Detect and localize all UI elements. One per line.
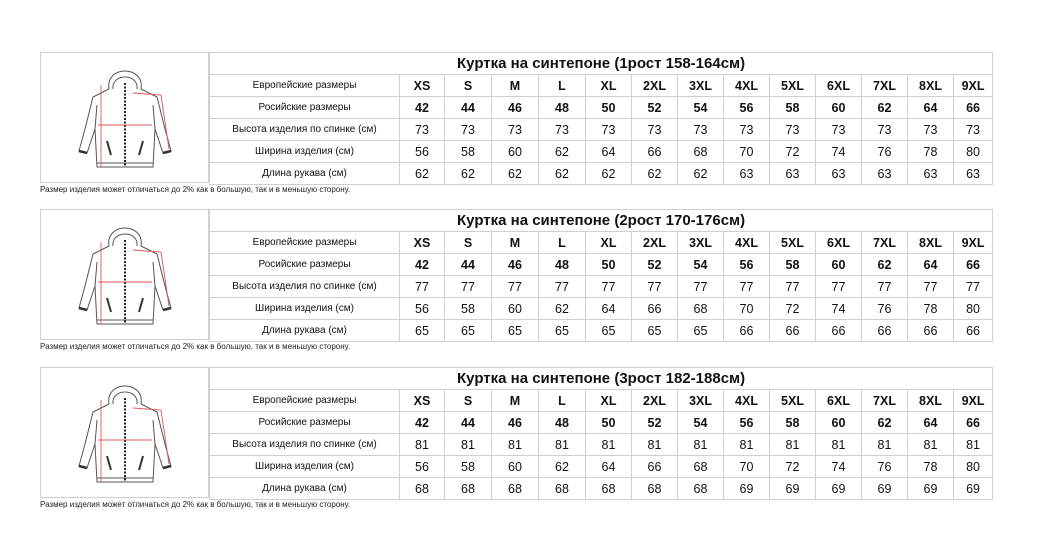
table-cell: 74: [816, 298, 862, 320]
table-cell: 81: [678, 434, 724, 456]
table-cell: 3XL: [678, 75, 724, 97]
table-cell: 81: [632, 434, 678, 456]
table-cell: 6XL: [816, 390, 862, 412]
table-cell: 77: [724, 276, 770, 298]
row-label: Высота изделия по спинке (см): [210, 119, 400, 141]
row-label: Длина рукава (см): [210, 320, 400, 342]
row-label: Длина рукава (см): [210, 478, 400, 500]
table-cell: 64: [586, 141, 632, 163]
table-cell: M: [492, 390, 539, 412]
table-cell: 62: [539, 456, 586, 478]
table-cell: 58: [445, 456, 492, 478]
table-cell: 63: [862, 163, 908, 185]
table-cell: 77: [678, 276, 724, 298]
table-cell: 70: [724, 298, 770, 320]
table-cell: 69: [724, 478, 770, 500]
table-cell: XS: [400, 232, 445, 254]
table-cell: 66: [954, 97, 993, 119]
table-cell: 58: [770, 97, 816, 119]
table-cell: 64: [586, 456, 632, 478]
table-cell: 68: [632, 478, 678, 500]
table-cell: 50: [586, 97, 632, 119]
row-label: Росийские размеры: [210, 254, 400, 276]
table-cell: 66: [954, 320, 993, 342]
table-cell: 60: [492, 141, 539, 163]
table-cell: 3XL: [678, 390, 724, 412]
table-row: [210, 456, 993, 478]
table-cell: 74: [816, 141, 862, 163]
table-cell: 6XL: [816, 232, 862, 254]
table-cell: 68: [539, 478, 586, 500]
table-cell: 8XL: [908, 390, 954, 412]
table-cell: 76: [862, 298, 908, 320]
size-chart-1: [40, 52, 992, 194]
table-cell: 44: [445, 254, 492, 276]
table-cell: 7XL: [862, 75, 908, 97]
table-cell: 78: [908, 298, 954, 320]
table-cell: 62: [445, 163, 492, 185]
table-cell: 77: [539, 276, 586, 298]
table-cell: 73: [862, 119, 908, 141]
table-cell: 63: [724, 163, 770, 185]
table-cell: 73: [632, 119, 678, 141]
table-cell: M: [492, 232, 539, 254]
table-cell: 60: [816, 254, 862, 276]
size-chart-3: [40, 367, 992, 509]
table-cell: 77: [908, 276, 954, 298]
table-cell: 50: [586, 412, 632, 434]
table-cell: 66: [954, 254, 993, 276]
table-cell: 73: [539, 119, 586, 141]
table-cell: 64: [908, 97, 954, 119]
table-cell: 52: [632, 97, 678, 119]
table-cell: 81: [724, 434, 770, 456]
table-cell: 52: [632, 254, 678, 276]
table-cell: 65: [632, 320, 678, 342]
table-cell: 56: [724, 254, 770, 276]
table-cell: 66: [816, 320, 862, 342]
table-cell: 63: [816, 163, 862, 185]
table-cell: 2XL: [632, 390, 678, 412]
table-cell: 81: [586, 434, 632, 456]
table-cell: 62: [539, 163, 586, 185]
table-cell: 56: [400, 141, 445, 163]
table-cell: 54: [678, 97, 724, 119]
table-cell: 81: [400, 434, 445, 456]
size-table: [209, 209, 993, 342]
table-cell: 63: [954, 163, 993, 185]
table-cell: 5XL: [770, 232, 816, 254]
table-cell: 73: [586, 119, 632, 141]
table-cell: 44: [445, 97, 492, 119]
table-cell: 77: [492, 276, 539, 298]
table-cell: 4XL: [724, 232, 770, 254]
table-cell: 77: [445, 276, 492, 298]
table-cell: 56: [724, 97, 770, 119]
table-cell: 42: [400, 412, 445, 434]
table-cell: 80: [954, 141, 993, 163]
table-cell: 60: [816, 97, 862, 119]
table-cell: 54: [678, 412, 724, 434]
table-cell: 48: [539, 97, 586, 119]
table-cell: 73: [492, 119, 539, 141]
table-cell: 77: [954, 276, 993, 298]
table-cell: 3XL: [678, 232, 724, 254]
table-cell: L: [539, 75, 586, 97]
table-cell: 73: [770, 119, 816, 141]
table-cell: 52: [632, 412, 678, 434]
table-cell: 70: [724, 141, 770, 163]
table-cell: 58: [445, 141, 492, 163]
table-row: [210, 254, 993, 276]
table-cell: 78: [908, 456, 954, 478]
table-cell: 73: [908, 119, 954, 141]
row-label: Росийские размеры: [210, 412, 400, 434]
table-cell: 65: [400, 320, 445, 342]
table-cell: 81: [862, 434, 908, 456]
table-cell: 46: [492, 254, 539, 276]
table-cell: 58: [770, 412, 816, 434]
row-label: Европейские размеры: [210, 232, 400, 254]
table-row: [210, 478, 993, 500]
table-cell: 80: [954, 456, 993, 478]
table-row: [210, 390, 993, 412]
table-row: [210, 434, 993, 456]
table-cell: 65: [586, 320, 632, 342]
table-cell: 58: [770, 254, 816, 276]
table-cell: 60: [492, 456, 539, 478]
table-cell: 66: [908, 320, 954, 342]
table-cell: 68: [586, 478, 632, 500]
table-cell: 50: [586, 254, 632, 276]
table-cell: 64: [586, 298, 632, 320]
table-cell: 2XL: [632, 75, 678, 97]
row-label: Ширина изделия (см): [210, 141, 400, 163]
table-cell: 68: [678, 141, 724, 163]
table-cell: 7XL: [862, 232, 908, 254]
table-cell: 74: [816, 456, 862, 478]
table-cell: 44: [445, 412, 492, 434]
table-cell: 66: [632, 141, 678, 163]
jacket-image-cell: [40, 209, 209, 340]
table-cell: 81: [445, 434, 492, 456]
table-cell: 68: [678, 478, 724, 500]
table-cell: 63: [908, 163, 954, 185]
table-cell: 48: [539, 412, 586, 434]
table-cell: 62: [862, 254, 908, 276]
row-label: Длина рукава (см): [210, 163, 400, 185]
table-cell: M: [492, 75, 539, 97]
row-label: Высота изделия по спинке (см): [210, 434, 400, 456]
table-cell: 77: [862, 276, 908, 298]
table-row: [210, 320, 993, 342]
table-row: [210, 163, 993, 185]
table-cell: 68: [445, 478, 492, 500]
table-cell: 4XL: [724, 75, 770, 97]
table-row: [210, 75, 993, 97]
jacket-image-cell: [40, 52, 209, 183]
table-cell: 69: [954, 478, 993, 500]
table-cell: XL: [586, 390, 632, 412]
table-cell: 81: [816, 434, 862, 456]
table-cell: 68: [400, 478, 445, 500]
hooded-jacket-icon: [65, 374, 185, 492]
table-cell: 69: [816, 478, 862, 500]
table-cell: 8XL: [908, 75, 954, 97]
table-row: [210, 141, 993, 163]
table-cell: 5XL: [770, 390, 816, 412]
table-cell: 77: [816, 276, 862, 298]
table-cell: 60: [492, 298, 539, 320]
table-cell: 65: [492, 320, 539, 342]
table-cell: 54: [678, 254, 724, 276]
table-cell: 64: [908, 412, 954, 434]
table-cell: L: [539, 232, 586, 254]
table-cell: S: [445, 75, 492, 97]
table-cell: 77: [586, 276, 632, 298]
table-cell: S: [445, 390, 492, 412]
table-cell: 69: [770, 478, 816, 500]
size-chart-2: [40, 209, 992, 351]
table-cell: 42: [400, 254, 445, 276]
table-cell: 66: [862, 320, 908, 342]
table-cell: 62: [862, 97, 908, 119]
table-cell: 69: [862, 478, 908, 500]
table-cell: 2XL: [632, 232, 678, 254]
table-cell: 73: [400, 119, 445, 141]
table-cell: 42: [400, 97, 445, 119]
table-cell: 62: [492, 163, 539, 185]
table-row: [210, 298, 993, 320]
table-cell: 68: [678, 298, 724, 320]
table-cell: 68: [678, 456, 724, 478]
table-cell: 76: [862, 456, 908, 478]
table-cell: 62: [632, 163, 678, 185]
table-cell: 46: [492, 97, 539, 119]
table-cell: 81: [539, 434, 586, 456]
table-cell: 62: [586, 163, 632, 185]
table-cell: 73: [445, 119, 492, 141]
table-title: Куртка на синтепоне (1рост 158-164см): [210, 53, 993, 75]
row-label: Ширина изделия (см): [210, 298, 400, 320]
table-title: Куртка на синтепоне (2рост 170-176см): [210, 210, 993, 232]
table-cell: 56: [400, 456, 445, 478]
table-cell: 77: [400, 276, 445, 298]
table-cell: L: [539, 390, 586, 412]
table-cell: 73: [954, 119, 993, 141]
size-note: Размер изделия может отличаться до 2% как в большую, так и в меньшую сторону.: [40, 185, 351, 194]
table-cell: 48: [539, 254, 586, 276]
table-cell: 60: [816, 412, 862, 434]
table-cell: 7XL: [862, 390, 908, 412]
table-cell: 70: [724, 456, 770, 478]
table-cell: XS: [400, 75, 445, 97]
table-cell: 81: [492, 434, 539, 456]
row-label: Европейские размеры: [210, 75, 400, 97]
hooded-jacket-icon: [65, 216, 185, 334]
table-cell: 56: [400, 298, 445, 320]
table-cell: 81: [770, 434, 816, 456]
table-cell: 62: [539, 298, 586, 320]
table-cell: XL: [586, 75, 632, 97]
table-cell: 68: [492, 478, 539, 500]
table-cell: 69: [908, 478, 954, 500]
table-cell: 66: [632, 298, 678, 320]
table-cell: 64: [908, 254, 954, 276]
table-cell: 6XL: [816, 75, 862, 97]
table-cell: 8XL: [908, 232, 954, 254]
table-title-row: [210, 368, 993, 390]
table-cell: 72: [770, 298, 816, 320]
table-cell: 4XL: [724, 390, 770, 412]
table-cell: 65: [678, 320, 724, 342]
table-cell: 66: [954, 412, 993, 434]
table-cell: 76: [862, 141, 908, 163]
row-label: Европейские размеры: [210, 390, 400, 412]
table-cell: 72: [770, 456, 816, 478]
table-row: [210, 232, 993, 254]
table-cell: 62: [400, 163, 445, 185]
table-cell: 77: [632, 276, 678, 298]
size-table: [209, 52, 993, 185]
table-cell: 72: [770, 141, 816, 163]
table-cell: 62: [862, 412, 908, 434]
table-row: [210, 97, 993, 119]
table-cell: 73: [678, 119, 724, 141]
table-cell: 81: [908, 434, 954, 456]
table-cell: 66: [770, 320, 816, 342]
table-cell: 65: [539, 320, 586, 342]
table-row: [210, 412, 993, 434]
table-cell: 9XL: [954, 390, 993, 412]
table-cell: 5XL: [770, 75, 816, 97]
table-cell: 62: [539, 141, 586, 163]
table-title-row: [210, 53, 993, 75]
table-title-row: [210, 210, 993, 232]
table-cell: XS: [400, 390, 445, 412]
table-cell: XL: [586, 232, 632, 254]
table-cell: 9XL: [954, 75, 993, 97]
table-cell: 78: [908, 141, 954, 163]
row-label: Росийские размеры: [210, 97, 400, 119]
table-cell: 56: [724, 412, 770, 434]
table-cell: 62: [678, 163, 724, 185]
table-cell: 80: [954, 298, 993, 320]
table-cell: 58: [445, 298, 492, 320]
size-table: [209, 367, 993, 500]
table-cell: 63: [770, 163, 816, 185]
table-cell: 46: [492, 412, 539, 434]
table-cell: 65: [445, 320, 492, 342]
table-cell: 66: [632, 456, 678, 478]
table-row: [210, 119, 993, 141]
hooded-jacket-icon: [65, 59, 185, 177]
size-note: Размер изделия может отличаться до 2% как в большую, так и в меньшую сторону.: [40, 500, 351, 509]
table-cell: 81: [954, 434, 993, 456]
row-label: Высота изделия по спинке (см): [210, 276, 400, 298]
row-label: Ширина изделия (см): [210, 456, 400, 478]
table-cell: 73: [816, 119, 862, 141]
table-title: Куртка на синтепоне (3рост 182-188см): [210, 368, 993, 390]
table-cell: 77: [770, 276, 816, 298]
jacket-image-cell: [40, 367, 209, 498]
table-cell: 9XL: [954, 232, 993, 254]
table-row: [210, 276, 993, 298]
table-cell: S: [445, 232, 492, 254]
table-cell: 73: [724, 119, 770, 141]
size-note: Размер изделия может отличаться до 2% как в большую, так и в меньшую сторону.: [40, 342, 351, 351]
table-cell: 66: [724, 320, 770, 342]
